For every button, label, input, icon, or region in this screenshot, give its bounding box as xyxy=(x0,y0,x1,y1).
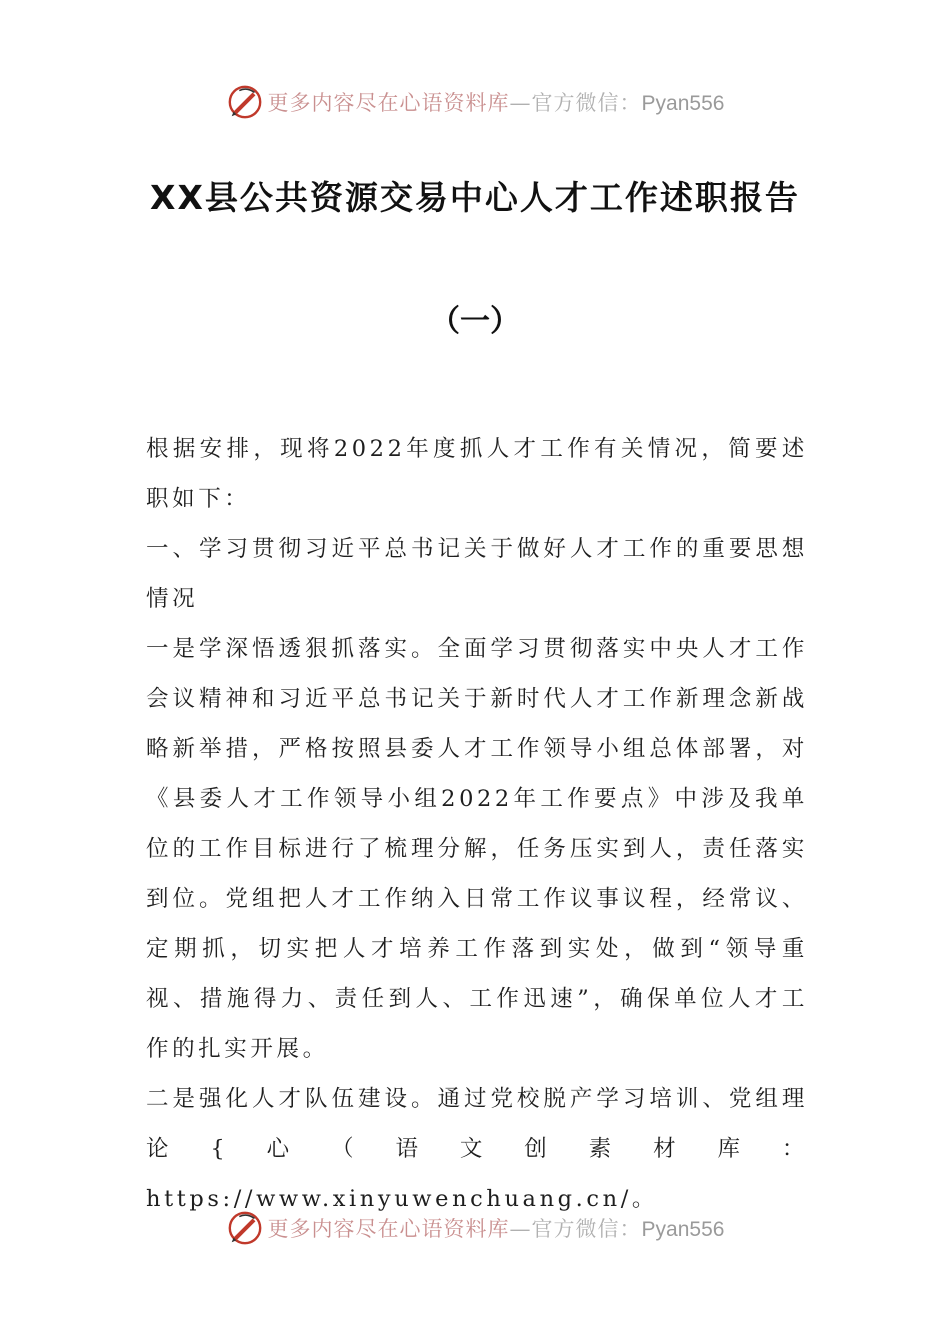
document-title: XX县公共资源交易中心人才工作述职报告 xyxy=(150,178,800,217)
watermark-part2: —官方微信： xyxy=(509,91,642,115)
pen-logo-icon xyxy=(226,1209,264,1247)
document-body xyxy=(146,424,808,1224)
watermark-text xyxy=(268,1213,725,1243)
watermark-text xyxy=(268,87,725,117)
paragraph-intro: 根据安排，现将2022年度抓人才工作有关情况，简要述职如下： xyxy=(146,436,808,512)
watermark-part2: —官方微信： xyxy=(509,1217,642,1241)
pen-logo-icon xyxy=(226,83,264,121)
watermark-banner-bottom xyxy=(0,1206,950,1250)
watermark-wechat-id: Pyan556 xyxy=(641,92,725,115)
watermark-part1: 更多内容尽在心语资料库 xyxy=(267,1217,510,1241)
paragraph-point-two: 二是强化人才队伍建设。通过党校脱产学习培训、党组理论{心（语文创素材库：https://www.xinyuwenchuang.cn/。 xyxy=(146,1086,808,1212)
watermark-wechat-id: Pyan556 xyxy=(641,1218,725,1241)
paragraph-section-heading: 一、学习贯彻习近平总书记关于做好人才工作的重要思想情况 xyxy=(146,536,808,612)
paragraph-point-one: 一是学深悟透狠抓落实。全面学习贯彻落实中央人才工作会议精神和习近平总书记关于新时代人才工作新理念新战略新举措，严格按照县委人才工作领导小组总体部署，对《县委人才工作领导小组2022年工作要点》中涉及我单位的工作目标进行了梳理分解，任务压实到人，责任落实到位。党组把人才工作纳入日常工作议事议程，经常议、定期抓，切实把人才培养工作落到实处，做到“领导重视、措施得力、责任到人、工作迅速”，确保单位人才工作的扎实开展。 xyxy=(146,636,808,1062)
document-subtitle: （一） xyxy=(430,304,520,339)
watermark-banner-top xyxy=(0,80,950,124)
watermark-part1: 更多内容尽在心语资料库 xyxy=(267,91,510,115)
